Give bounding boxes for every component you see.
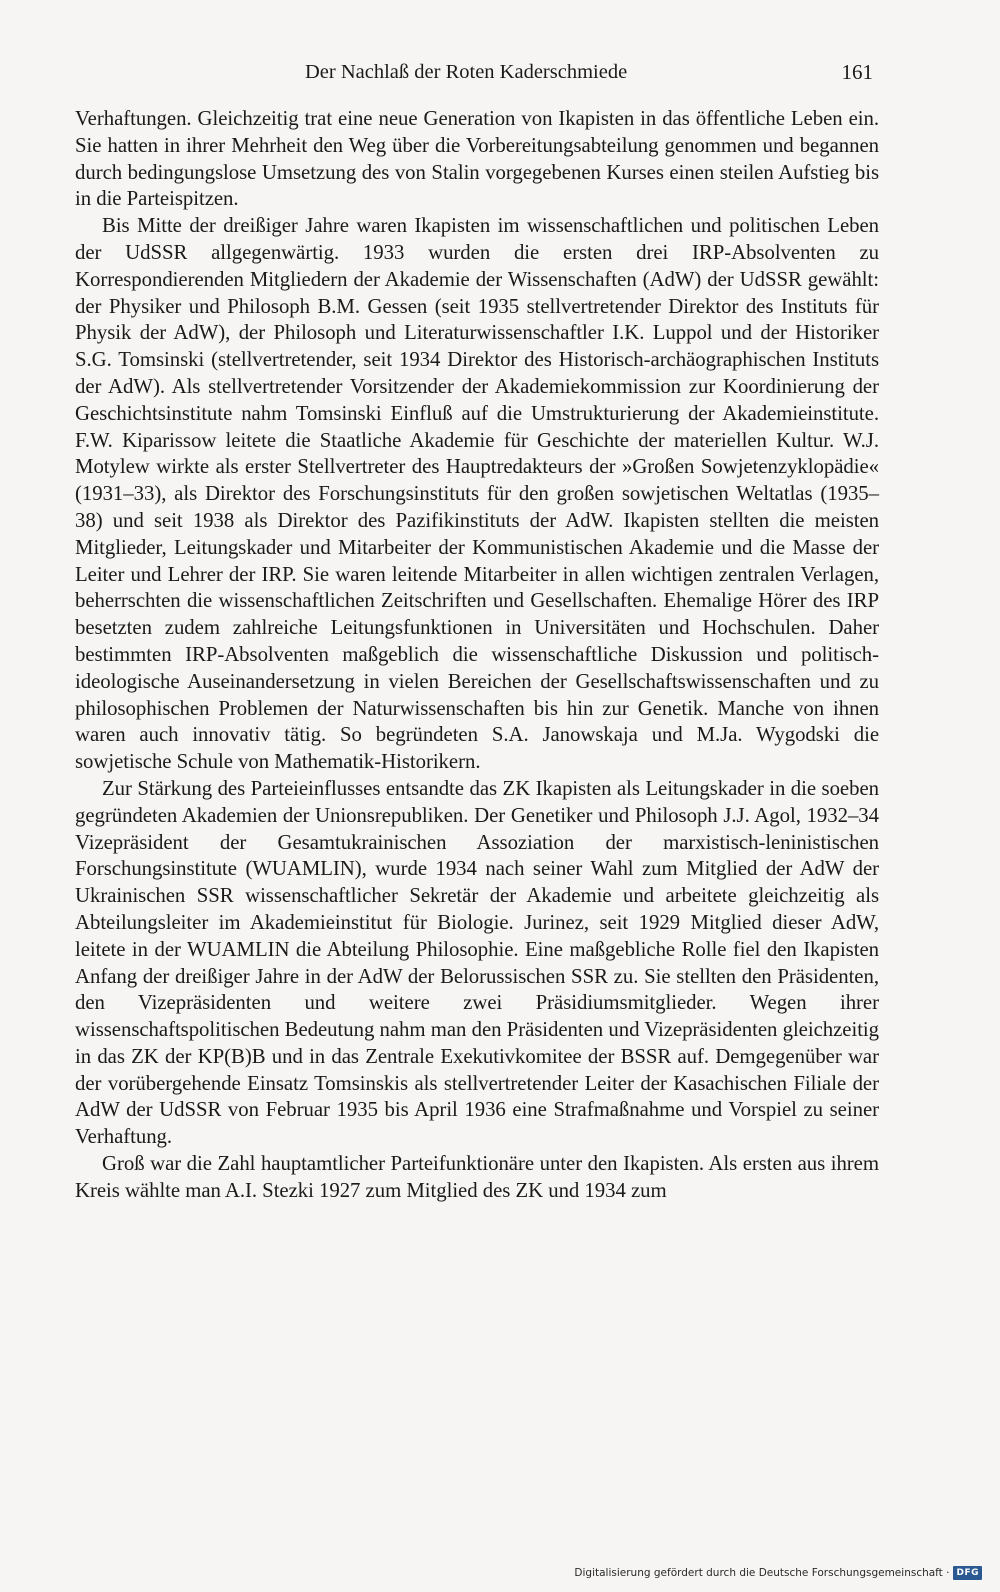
paragraph-union-academies: Zur Stärkung des Parteieinflusses entsandte das ZK Ikapisten als Leitungskader in die soeben gegründeten Akademien der Unionsrepubliken. Der Genetiker und Philosoph J.J. Agol, 1932–34 Vizepräsident der Gesamtukrainischen Assoziation der marxistisch-leninistischen Forschungsinstitute (WUAMLIN), wurde 1934 nach seiner Wahl zum Mitglied der AdW der Ukrainischen SSR wissenschaftlicher Sekretär der Akademie und arbeitete gleichzeitig als Abteilungsleiter im Akademieinstitut für Biologie. Jurinez, seit 1929 Mitglied dieser AdW, leitete in der WUAMLIN die Abteilung Philosophie. Eine maßgebliche Rolle fiel den Ikapisten Anfang der dreißiger Jahre in der AdW der Belorussischen SSR zu. Sie stellten den Präsidenten, den Vizepräsidenten und weitere zwei Präsidiumsmitglieder. Wegen ihrer wissenschaftspolitischen Bedeutung nahm man den Präsidenten und Vizepräsidenten gleichzeitig in das ZK der KP(B)B und in das Zentrale Exekutivkomitee der BSSR auf. Demgegenüber war der vorübergehende Einsatz Tomsinskis als stellvertretender Leiter der Kasachischen Filiale der AdW der UdSSR von Februar 1935 bis April 1936 eine Strafmaßnahme und Vorspiel zu seiner Verhaftung.: [75, 776, 879, 1149]
running-head: [75, 52, 879, 92]
paragraph-party-functionaries: Groß war die Zahl hauptamtlicher Parteifunktionäre unter den Ikapisten. Als ersten aus ihrem Kreis wählte man A.I. Stezki 1927 zum Mitglied des ZK und 1934 zum: [75, 1152, 879, 1202]
running-title: Der Nachlaß der Roten Kaderschmiede: [305, 61, 628, 83]
digitization-notice: Digitalisierung gefördert durch die Deutsche Forschungsgemeinschaft ·: [574, 1567, 950, 1579]
page-number: 161: [841, 60, 873, 84]
book-page: [75, 52, 879, 1205]
digitization-footer: [574, 1564, 982, 1582]
dfg-logo: DFG: [953, 1566, 982, 1580]
paragraph-continuation: Verhaftungen. Gleichzeitig trat eine neue Generation von Ikapisten in das öffentliche Leben ein. Sie hatten in ihrer Mehrheit den Weg über die Vorbereitungsabteilung genommen und begannen durch bedingungslose Umsetzung des von Stalin vorgegebenen Kurses einen steilen Aufstieg bis in die Parteispitzen.: [75, 107, 879, 211]
paragraph-ikapisten-in-science: Bis Mitte der dreißiger Jahre waren Ikapisten im wissenschaftlichen und politischen Leben der UdSSR allgegenwärtig. 1933 wurden die ersten drei IRP-Absolventen zu Korrespondierenden Mitgliedern der Akademie der Wissenschaften (AdW) der UdSSR gewählt: der Physiker und Philosoph B.M. Gessen (seit 1935 stellvertretender Direktor des Instituts für Physik der AdW), der Philosoph und Literaturwissenschaftler I.K. Luppol und der Historiker S.G. Tomsinski (stellvertretender, seit 1934 Direktor des Historisch-archäographischen Instituts der AdW). Als stellvertretender Vorsitzender der Akademiekommission zur Koordinierung der Geschichtsinstitute nahm Tomsinski Einfluß auf die Umstrukturierung der Akademieinstitute. F.W. Kiparissow leitete die Staatliche Akademie für Geschichte der materiellen Kultur. W.J. Motylew wirkte als erster Stellvertreter des Hauptredakteurs der »Großen Sowjetenzyklopädie« (1931–33), als Direktor des Forschungsinstituts für den großen sowjetischen Weltatlas (1935–38) und seit 1938 als Direktor des Pazifikinstituts der AdW. Ikapisten stellten die meisten Mitglieder, Leitungskader und Mitarbeiter der Kommunistischen Akademie und die Masse der Leiter und Lehrer der IRP. Sie waren leitende Mitarbeiter in allen wichtigen zentralen Verlagen, beherrschten die wissenschaftlichen Zeitschriften und Gesellschaften. Ehemalige Hörer des IRP besetzten zudem zahlreiche Leitungsfunktionen in Universitäten und Hochschulen. Daher bestimmten IRP-Absolventen maßgeblich die wissenschaftliche Diskussion und politisch-ideologische Auseinandersetzung in vielen Bereichen der Gesellschaftswissenschaften und zu philosophischen Problemen der Naturwissenschaften bis hin zur Genetik. Manche von ihnen waren auch innovativ tätig. So begründeten S.A. Janowskaja und M.Ja. Wygodski die sowjetische Schule von Mathematik-Historikern.: [75, 214, 879, 774]
body-text: [75, 106, 879, 1205]
